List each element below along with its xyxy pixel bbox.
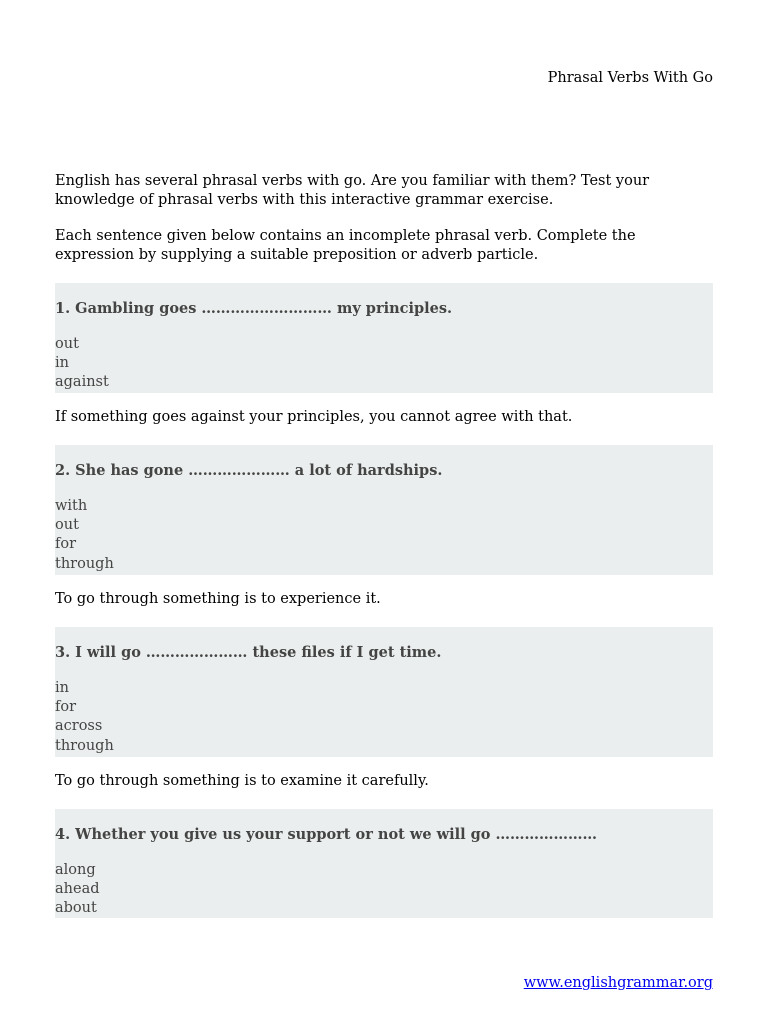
question-4-options bbox=[55, 844, 713, 919]
question-3-text: 3. I will go ………………… these files if I get time. bbox=[55, 644, 442, 661]
question-2-option-out[interactable]: out bbox=[55, 517, 79, 534]
question-3-option-for[interactable]: for bbox=[55, 699, 77, 716]
question-1-options bbox=[55, 318, 713, 393]
question-2-options bbox=[55, 480, 713, 574]
question-3-option-through[interactable]: through bbox=[55, 737, 114, 754]
question-1-answer: If something goes against your principles, you cannot agree with that. bbox=[55, 409, 573, 425]
question-2-box bbox=[55, 445, 713, 575]
question-3-box bbox=[55, 627, 713, 757]
question-1-option-out[interactable]: out bbox=[55, 336, 79, 352]
page-title: Phrasal Verbs With Go bbox=[547, 70, 713, 86]
question-2-answer: To go through something is to experience it. bbox=[55, 591, 381, 607]
question-3-option-in[interactable]: in bbox=[55, 680, 69, 696]
question-3-answer: To go through something is to examine it carefully. bbox=[55, 773, 429, 789]
footer-site-link[interactable]: www.englishgrammar.org bbox=[523, 975, 713, 991]
question-1-text: 1. Gambling goes ……………………… my principles. bbox=[55, 300, 453, 317]
question-1-option-in[interactable]: in bbox=[55, 355, 69, 372]
question-2-option-with[interactable]: with bbox=[55, 498, 88, 514]
question-4-option-ahead[interactable]: ahead bbox=[55, 881, 100, 898]
question-1-option-against[interactable]: against bbox=[55, 374, 109, 391]
question-4-option-about[interactable]: about bbox=[55, 900, 97, 917]
intro-paragraph-1: English has several phrasal verbs with go. Are you familiar with them? Test your knowledge of phrasal verbs with this interactive grammar exercise. bbox=[55, 173, 650, 208]
question-4-box bbox=[55, 809, 713, 918]
question-1-box bbox=[55, 283, 713, 393]
question-4-text: 4. Whether you give us your support or not we will go ………………… bbox=[55, 826, 598, 843]
question-2-option-through[interactable]: through bbox=[55, 555, 114, 572]
intro-paragraph-2: Each sentence given below contains an incomplete phrasal verb. Complete the expression by supplying a suitable preposition or adverb particle. bbox=[55, 228, 636, 263]
question-3-option-across[interactable]: across bbox=[55, 718, 103, 735]
question-3-options bbox=[55, 662, 713, 756]
question-2-text: 2. She has gone ………………… a lot of hardships. bbox=[55, 462, 443, 479]
question-2-option-for[interactable]: for bbox=[55, 536, 77, 553]
question-4-option-along[interactable]: along bbox=[55, 862, 96, 878]
